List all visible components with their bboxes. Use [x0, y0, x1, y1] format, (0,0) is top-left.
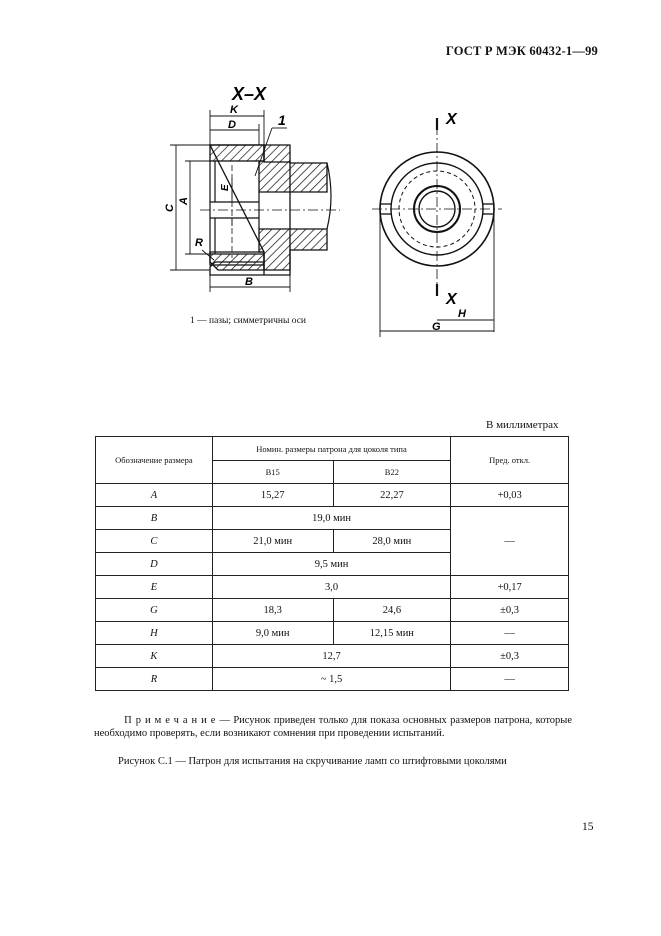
col-nominal: Номин. размеры патрона для цоколя типа [212, 437, 450, 461]
dim-r: R [195, 237, 203, 249]
end-view [372, 125, 502, 295]
dimensions-table [95, 436, 569, 691]
dim-e: E [220, 184, 231, 191]
technical-drawing [0, 0, 661, 345]
col-b22: B22 [333, 461, 451, 484]
table-row: G 18,3 24,6 ±0,3 [96, 599, 569, 622]
table-row: C 21,0 мин 28,0 мин [96, 530, 569, 553]
table-row: B 19,0 мин — [96, 507, 569, 530]
note-text: — Рисунок приведен только для показа основных размеров патрона, которые необходимо проверять, если возникают сомнения при проведении испытаний. [94, 715, 572, 739]
dim-d: D [228, 119, 236, 131]
note [94, 715, 572, 740]
table-row: D 9,5 мин [96, 553, 569, 576]
table-row: H 9,0 мин 12,15 мин — [96, 622, 569, 645]
section-label: X–X [232, 84, 267, 104]
table-row: R ~ 1,5 — [96, 668, 569, 691]
cut-mark-top: X [446, 111, 457, 128]
col-tolerance: Пред. откл. [451, 437, 569, 484]
dim-a: A [178, 197, 190, 205]
table-row: E 3,0 +0,17 [96, 576, 569, 599]
cut-mark-bottom: X [446, 291, 457, 308]
dim-b: B [245, 276, 253, 288]
col-b15: B15 [212, 461, 333, 484]
dim-c: C [164, 204, 176, 212]
col-designation: Обозначение размера [96, 437, 213, 484]
table-row: K 12,7 ±0,3 [96, 645, 569, 668]
dim-g: G [432, 321, 441, 333]
dim-k: K [230, 104, 238, 116]
units-label: В миллиметрах [486, 419, 559, 431]
figure-caption: 1 — пазы; симметричны оси [190, 316, 306, 326]
dim-h: H [458, 308, 466, 320]
note-lead: Примечание [124, 715, 220, 726]
table-row: A 15,27 22,27 +0,03 [96, 484, 569, 507]
page-number: 15 [582, 821, 594, 833]
standard-header: ГОСТ Р МЭК 60432-1—99 [445, 44, 598, 58]
callout-1: 1 [278, 112, 286, 128]
figure-title: Рисунок С.1 — Патрон для испытания на скручивание ламп со штифтовыми цоколями [118, 756, 507, 767]
